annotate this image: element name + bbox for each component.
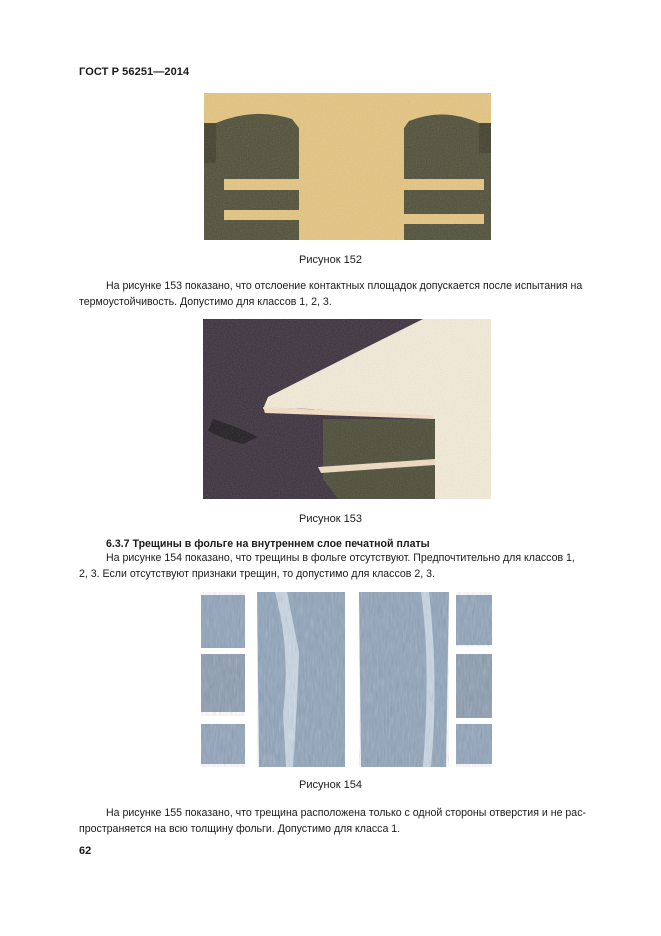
- paragraph-line: пространяется на всю толщину фольги. Допустимо для класса 1.: [79, 823, 401, 835]
- page-number: 62: [79, 845, 92, 857]
- figure-153-caption: Рисунок 153: [299, 513, 362, 525]
- paragraph-figure-154: [79, 550, 615, 582]
- section-heading: 6.3.7 Трещины в фольге на внутреннем слое печатной платы: [106, 538, 430, 550]
- figure-154-image: [201, 592, 492, 767]
- paragraph-figure-153: [79, 278, 615, 310]
- paragraph-line: На рисунке 155 показано, что трещина расположена только с одной стороны отверстия и не рас-: [106, 807, 587, 819]
- paragraph-line: На рисунке 153 показано, что отслоение контактных площадок допускается после испытания на: [106, 280, 583, 292]
- paragraph-line: На рисунке 154 показано, что трещины в фольге отсутствуют. Предпочтительно для классов 1,: [106, 552, 575, 564]
- figure-153-image: [203, 319, 491, 499]
- figure-152-caption: Рисунок 152: [299, 254, 362, 266]
- document-header: ГОСТ Р 56251—2014: [79, 66, 190, 78]
- paragraph-figure-155: [79, 805, 615, 837]
- figure-152-image: [204, 93, 491, 240]
- paragraph-line: термоустойчивость. Допустимо для классов 1, 2, 3.: [79, 296, 332, 308]
- paragraph-line: 2, 3. Если отсутствуют признаки трещин, то допустимо для классов 2, 3.: [79, 568, 435, 580]
- figure-154-caption: Рисунок 154: [299, 779, 362, 791]
